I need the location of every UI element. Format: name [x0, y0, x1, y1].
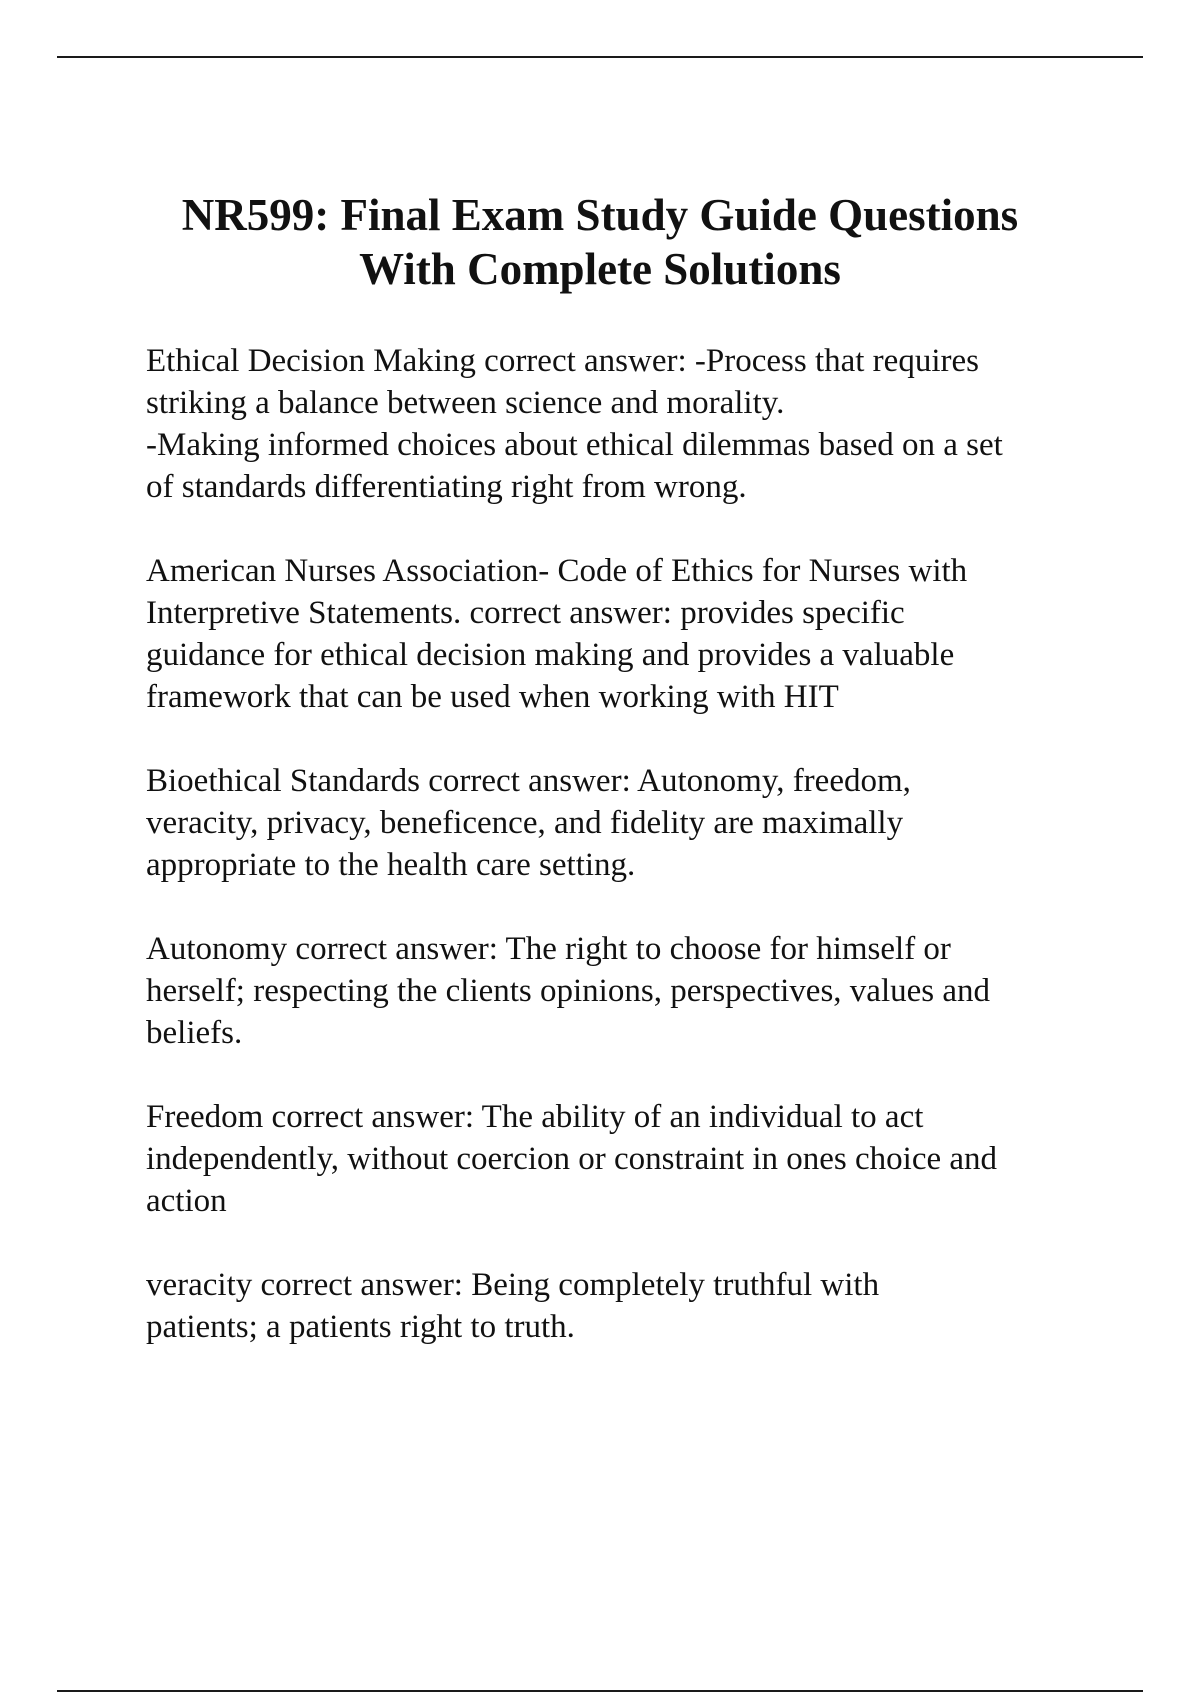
entry-line: Bioethical Standards correct answer: Autonomy, freedom,	[146, 763, 911, 799]
entry-line: Freedom correct answer: The ability of an individual to act	[146, 1099, 924, 1135]
entry-bioethical-standards	[146, 760, 1106, 886]
title-line-2: With Complete Solutions	[359, 244, 841, 294]
entry-line: framework that can be used when working with HIT	[146, 679, 839, 715]
entry-line: appropriate to the health care setting.	[146, 847, 636, 883]
entry-line: guidance for ethical decision making and provides a valuable	[146, 637, 955, 673]
entry-line: Autonomy correct answer: The right to choose for himself or	[146, 931, 951, 967]
top-divider	[57, 56, 1143, 58]
title-line-1: NR599: Final Exam Study Guide Questions	[181, 190, 1019, 240]
entry-line: striking a balance between science and morality.	[146, 385, 785, 421]
entry-ethical-decision-making	[146, 340, 1106, 508]
entry-ana-code-of-ethics	[146, 550, 1106, 718]
entry-line: herself; respecting the clients opinions, perspectives, values and	[146, 973, 990, 1009]
entry-line: -Making informed choices about ethical dilemmas based on a set	[146, 427, 1003, 463]
entry-veracity	[146, 1264, 1106, 1348]
entry-line: of standards differentiating right from wrong.	[146, 469, 747, 505]
entry-line: veracity correct answer: Being completely truthful with	[146, 1267, 880, 1303]
study-guide-body	[146, 340, 1106, 1390]
entry-freedom	[146, 1096, 1106, 1222]
bottom-divider	[57, 1690, 1143, 1692]
entry-line: beliefs.	[146, 1015, 243, 1051]
entry-line: independently, without coercion or constraint in ones choice and	[146, 1141, 998, 1177]
entry-line: Interpretive Statements. correct answer: provides specific	[146, 595, 905, 631]
page-title	[100, 188, 1100, 296]
entry-line: American Nurses Association- Code of Ethics for Nurses with	[146, 553, 968, 589]
entry-line: Ethical Decision Making correct answer: -Process that requires	[146, 343, 979, 379]
entry-line: action	[146, 1183, 227, 1219]
entry-line: veracity, privacy, beneficence, and fidelity are maximally	[146, 805, 904, 841]
entry-line: patients; a patients right to truth.	[146, 1309, 575, 1345]
entry-autonomy	[146, 928, 1106, 1054]
